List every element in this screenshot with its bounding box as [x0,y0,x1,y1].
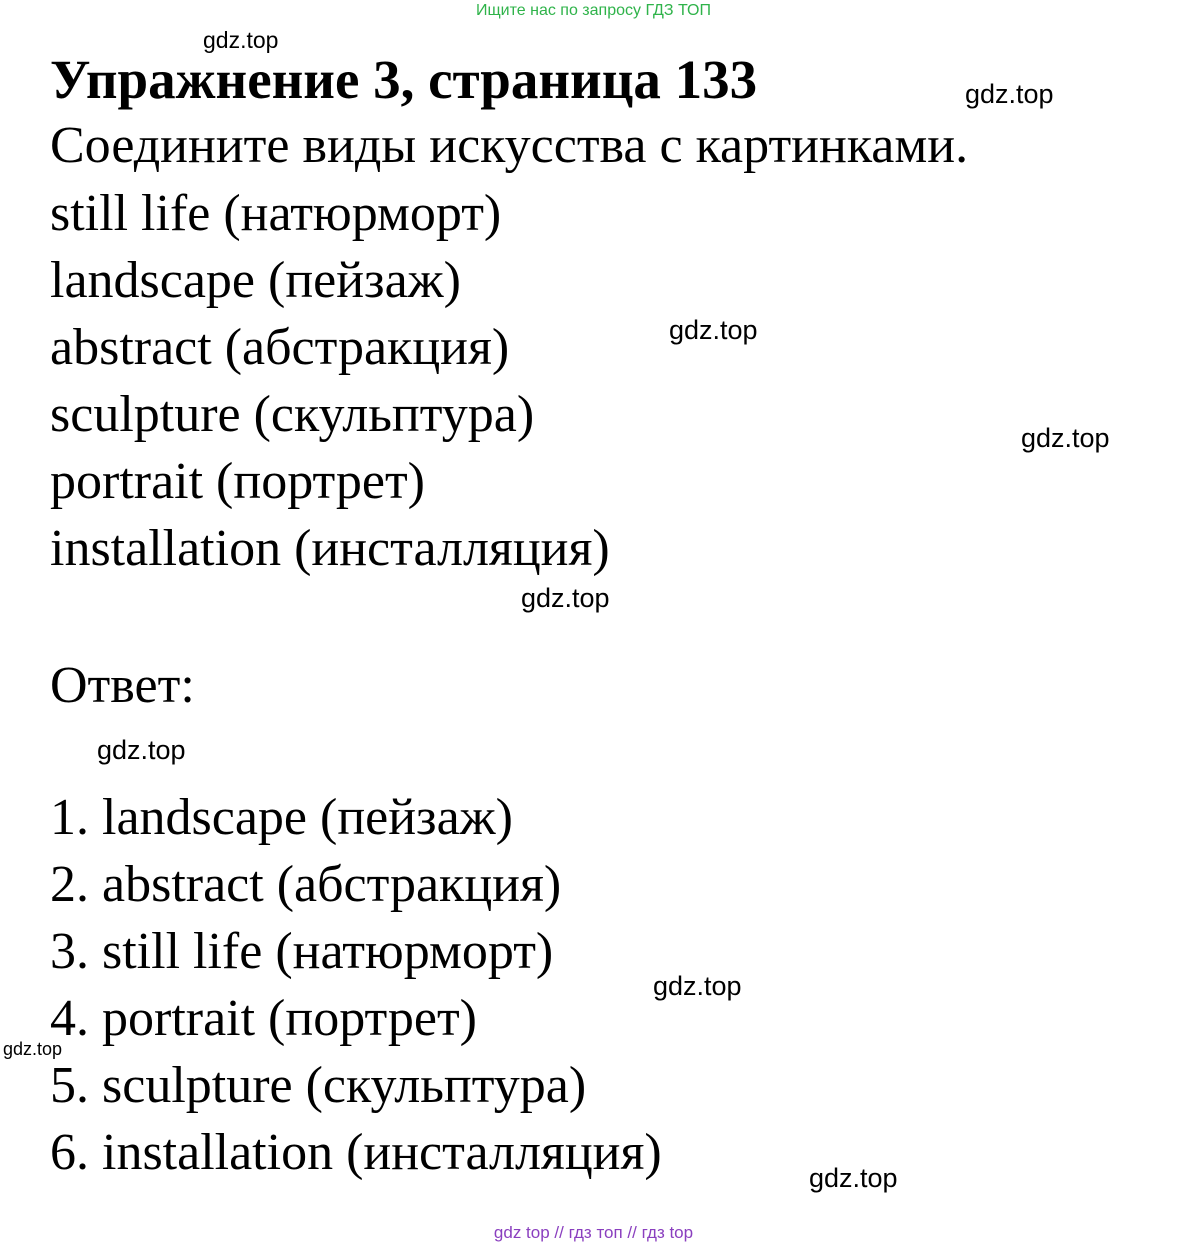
answer-item: 1. landscape (пейзаж) [50,789,513,846]
bottom-banner-link[interactable]: gdz top // гдз топ // гдз top [493,1223,694,1242]
art-type-item: abstract (абстракция) [50,319,510,376]
watermark: gdz.top [809,1163,898,1193]
answer-item: 4. portrait (портрет) [50,990,477,1047]
watermark: gdz.top [521,583,610,613]
answer-item: 2. abstract (абстракция) [50,856,562,913]
watermark: gdz.top [97,735,186,765]
answer-label: Ответ: [50,657,195,714]
watermark: gdz.top [669,315,758,345]
top-banner-link[interactable]: Ищите нас по запросу ГДЗ ТОП [476,2,711,19]
answer-item: 6. installation (инсталляция) [50,1124,662,1181]
watermark: gdz.top [965,79,1054,109]
art-type-item: portrait (портрет) [50,453,425,510]
answer-item: 3. still life (натюрморт) [50,923,554,980]
art-type-item: installation (инсталляция) [50,520,610,577]
art-type-item: landscape (пейзаж) [50,252,461,309]
art-type-item: sculpture (скульптура) [50,386,535,443]
watermark: gdz.top [1021,423,1110,453]
watermark: gdz.top [203,27,279,53]
exercise-title: Упражнение 3, страница 133 [50,49,758,110]
watermark: gdz.top [653,971,742,1001]
art-type-item: still life (натюрморт) [50,185,502,242]
exercise-task: Соедините виды искусства с картинками. [50,117,969,174]
watermark: gdz.top [3,1039,63,1059]
answer-item: 5. sculpture (скульптура) [50,1057,587,1114]
